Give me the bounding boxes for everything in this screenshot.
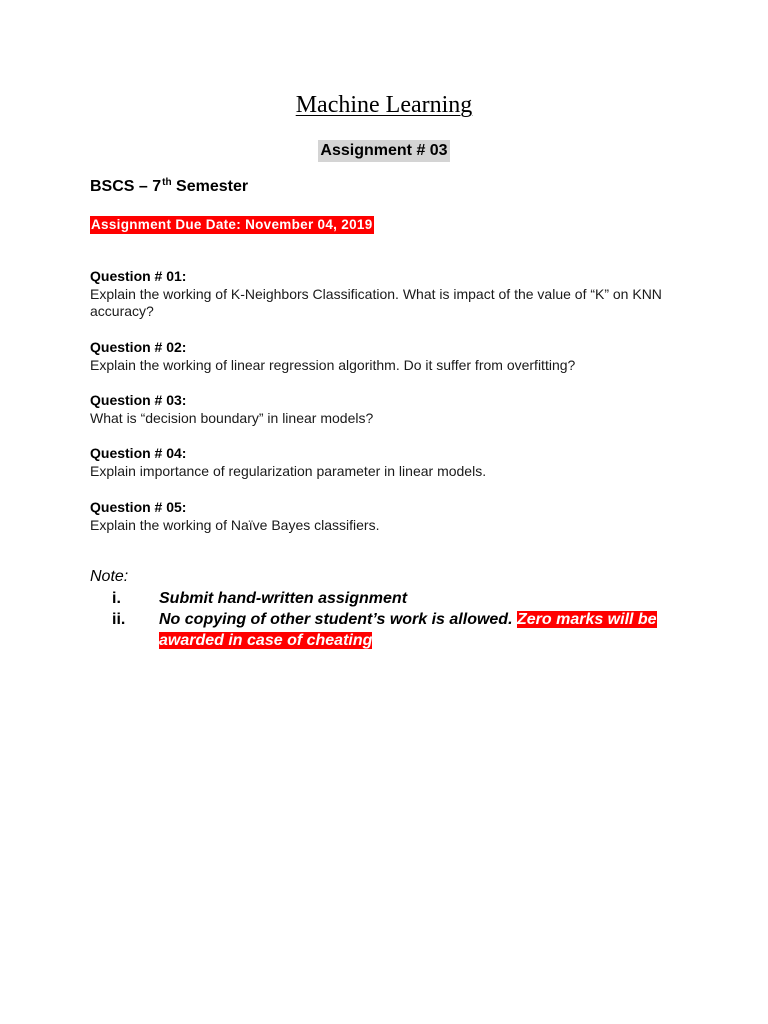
question-heading: Question # 01: bbox=[90, 268, 187, 284]
note-item-2 bbox=[112, 609, 672, 651]
note-item-1 bbox=[112, 588, 672, 609]
note-item-text bbox=[159, 609, 672, 651]
question-text: What is “decision boundary” in linear models? bbox=[90, 409, 374, 426]
due-date-banner: Assignment Due Date: November 04, 2019 bbox=[91, 217, 373, 232]
note-heading: Note: bbox=[90, 568, 129, 585]
semester-prefix: BSCS – 7 bbox=[90, 178, 162, 195]
question-heading: Question # 03: bbox=[90, 392, 187, 408]
cheating-warning-highlight: Zero marks will be awarded in case of cheating bbox=[159, 611, 657, 649]
note-item-plain-text: No copying of other student’s work is allowed. bbox=[159, 611, 517, 628]
note-item-number: i. bbox=[112, 590, 121, 607]
question-4 bbox=[90, 445, 690, 480]
document-title bbox=[0, 92, 768, 119]
semester-heading bbox=[90, 177, 248, 197]
note-item-text bbox=[159, 588, 672, 609]
semester-superscript: th bbox=[162, 177, 172, 188]
assignment-number bbox=[0, 140, 768, 162]
question-text: Explain importance of regularization parameter in linear models. bbox=[90, 462, 487, 479]
question-heading: Question # 05: bbox=[90, 499, 187, 515]
question-5 bbox=[90, 499, 690, 534]
note-item-plain-text: Submit hand-written assignment bbox=[159, 590, 408, 607]
title-text: Machine Learning bbox=[295, 92, 473, 118]
semester-suffix: Semester bbox=[171, 178, 249, 195]
question-heading: Question # 02: bbox=[90, 339, 187, 355]
question-heading: Question # 04: bbox=[90, 445, 187, 461]
question-1 bbox=[90, 268, 690, 321]
question-2 bbox=[90, 339, 690, 374]
note-item-number: ii. bbox=[112, 611, 126, 628]
question-text: Explain the working of K-Neighbors Classification. What is impact of the value of “K” on KNN accuracy? bbox=[90, 285, 662, 319]
assignment-label: Assignment # 03 bbox=[318, 140, 449, 162]
question-text: Explain the working of linear regression algorithm. Do it suffer from overfitting? bbox=[90, 356, 576, 373]
question-3 bbox=[90, 392, 690, 427]
question-text: Explain the working of Naïve Bayes classifiers. bbox=[90, 516, 380, 533]
